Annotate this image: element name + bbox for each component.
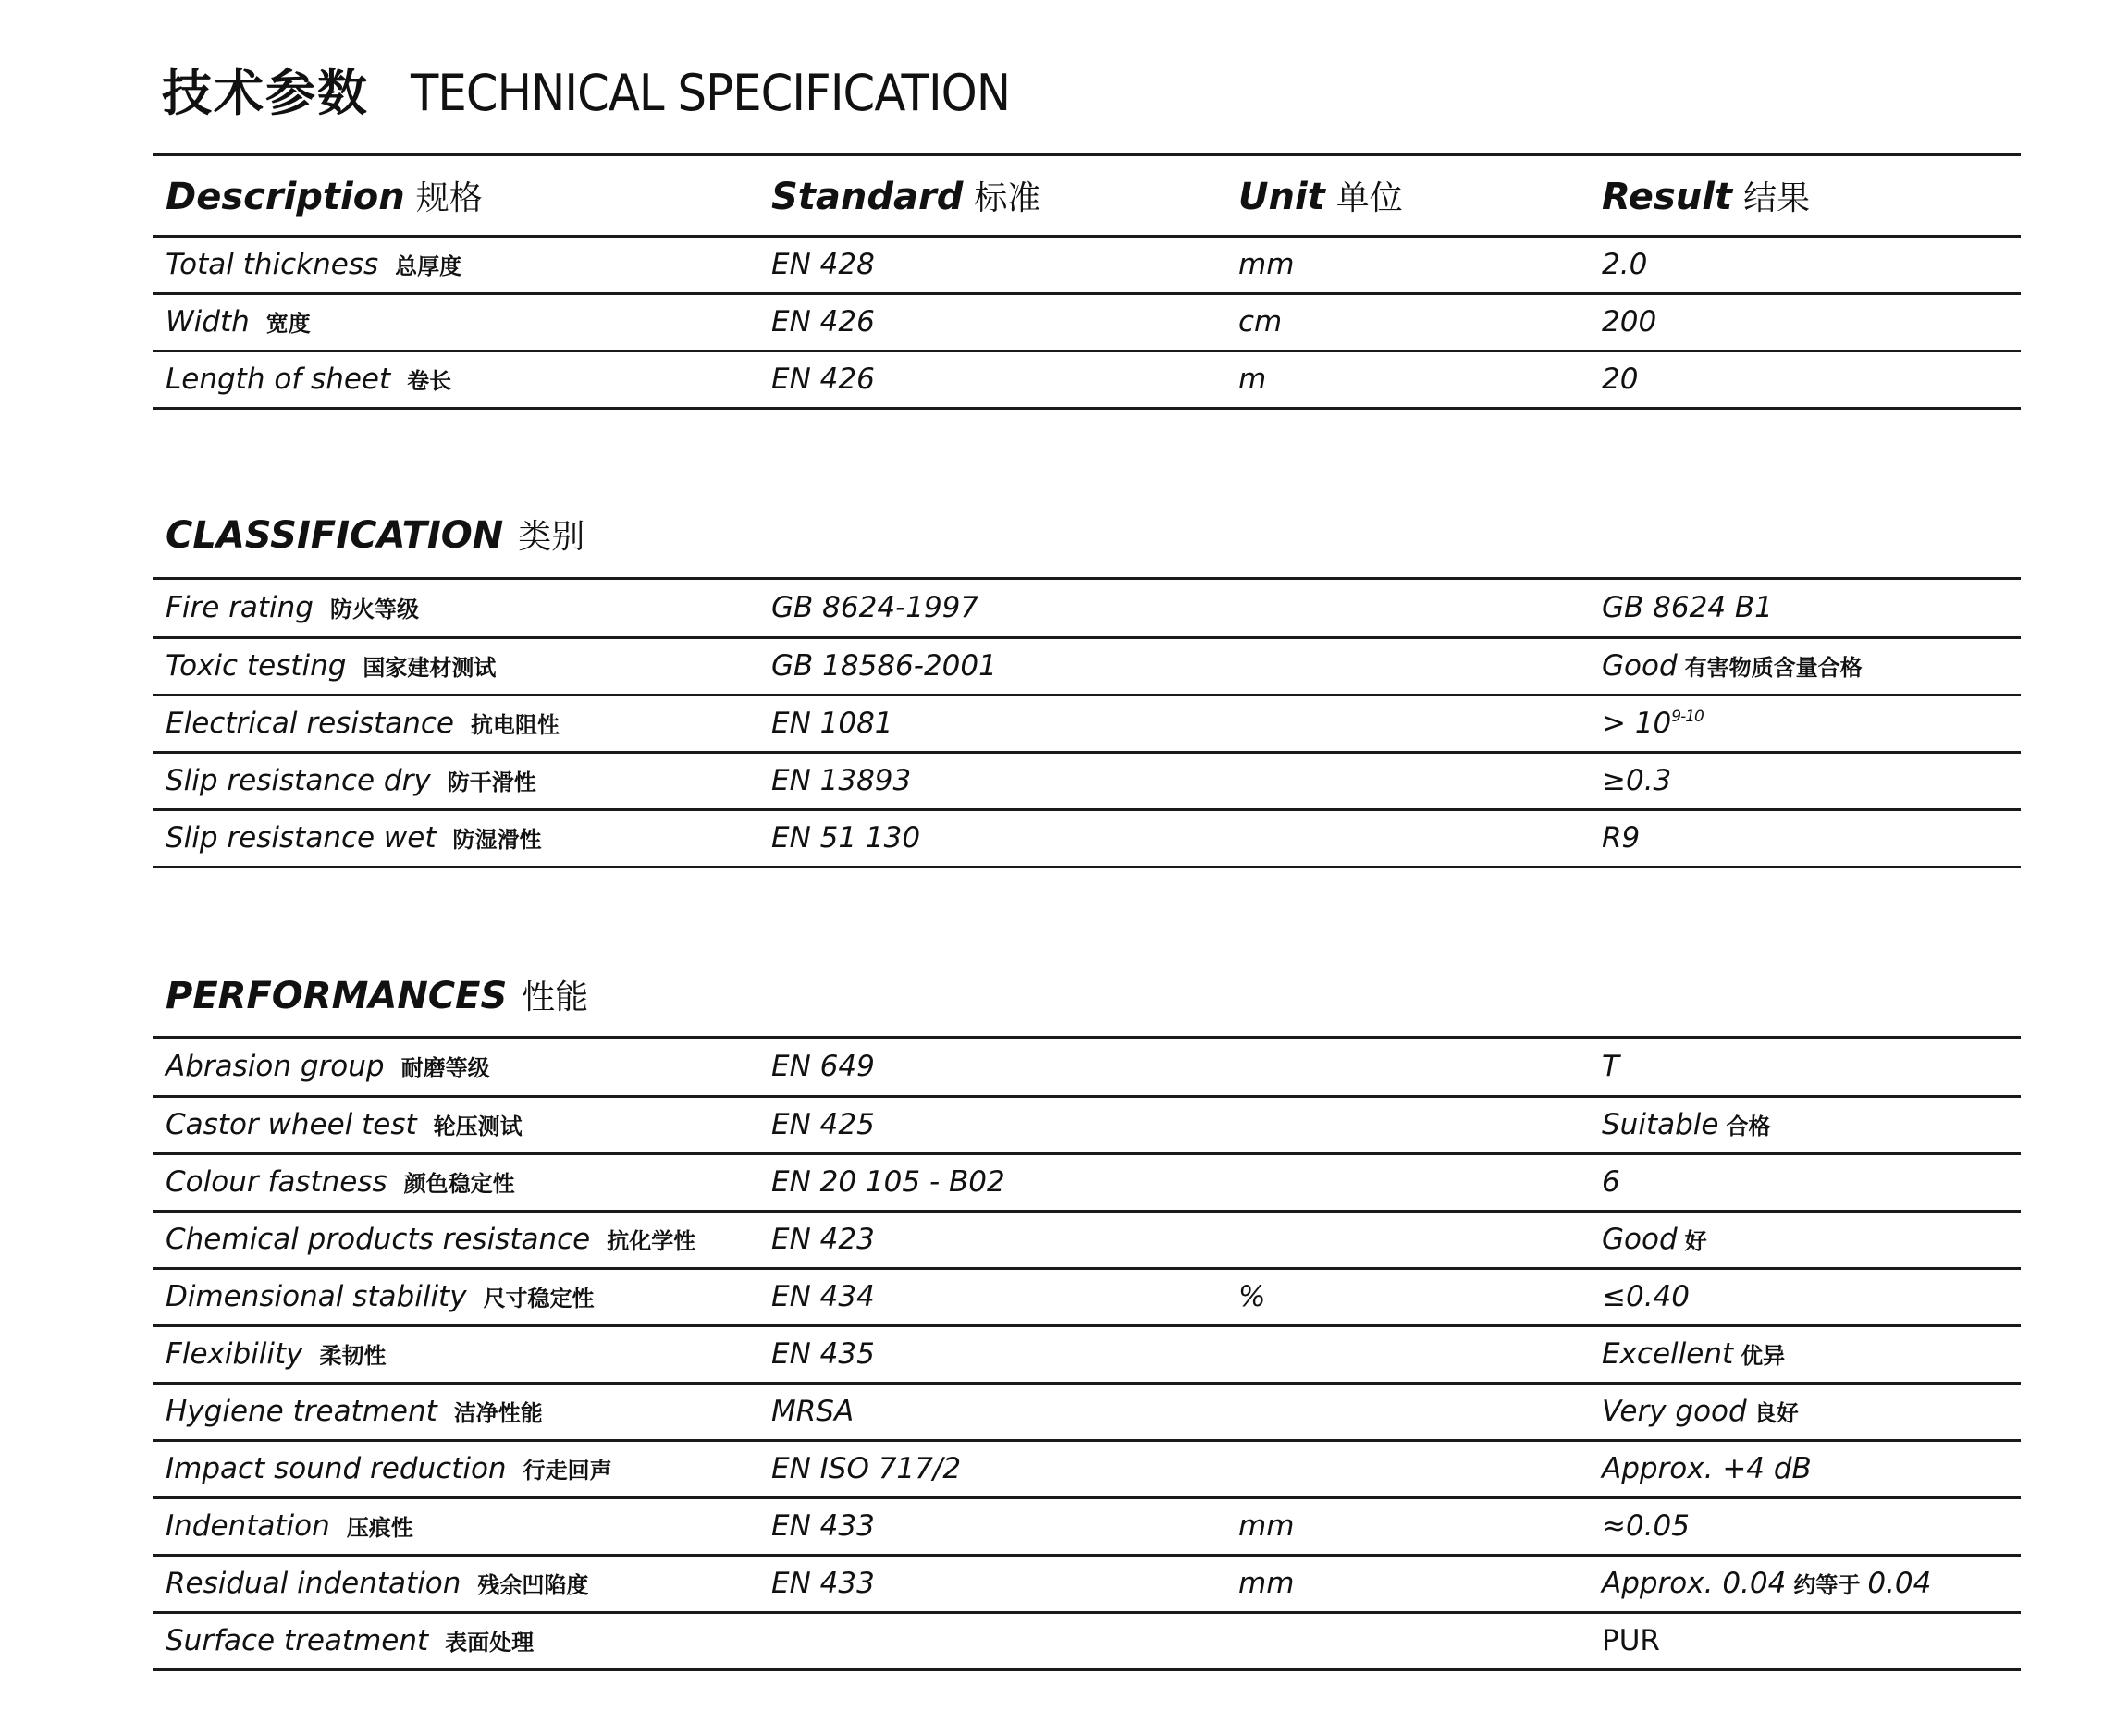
description-cn: 耐磨等级 [400, 1055, 490, 1082]
description-en: Dimensional stability [166, 1280, 467, 1313]
description-en: Castor wheel test [166, 1108, 417, 1141]
standard-cell: EN ISO 717/2 [758, 1440, 1225, 1497]
unit-cell: mm [1225, 1555, 1589, 1612]
result-cell [1589, 809, 2021, 867]
standard-cell: EN 423 [758, 1211, 1225, 1268]
description-cell [153, 1440, 758, 1497]
result-value: 20 [1602, 363, 1639, 396]
result-value: > 10 [1602, 707, 1672, 740]
table-row [153, 351, 2021, 408]
description-cn: 压痕性 [346, 1515, 413, 1541]
result-cell [1589, 1497, 2021, 1555]
table-row [153, 236, 2021, 293]
result-value: GB 8624 B1 [1602, 591, 1773, 625]
header-unit: Unit 单位 [1225, 154, 1589, 236]
description-cell [153, 1555, 758, 1612]
unit-cell [1225, 1039, 1589, 1096]
table-row [153, 637, 2021, 695]
result-value: Good [1602, 649, 1678, 683]
description-cell [153, 580, 758, 637]
result-cell [1589, 1153, 2021, 1211]
unit-cell [1225, 580, 1589, 637]
standard-cell: EN 426 [758, 351, 1225, 408]
result-value: ≤0.40 [1602, 1280, 1690, 1313]
table-row [153, 1153, 2021, 1211]
result-value: ≈0.05 [1602, 1509, 1690, 1543]
standard-cell: EN 20 105 - B02 [758, 1153, 1225, 1211]
result-cell [1589, 293, 2021, 351]
result-cn: 好 [1684, 1228, 1707, 1254]
result-cn: 有害物质含量合格 [1684, 655, 1863, 681]
description-cn: 洁净性能 [453, 1400, 543, 1426]
result-value: 200 [1602, 305, 1657, 339]
result-cell [1589, 1096, 2021, 1153]
table-row [153, 695, 2021, 752]
unit-cell [1225, 809, 1589, 867]
result-cell [1589, 1440, 2021, 1497]
description-cell [153, 809, 758, 867]
unit-cell [1225, 1325, 1589, 1383]
description-cell [153, 1325, 758, 1383]
standard-cell [758, 1612, 1225, 1669]
description-cn: 抗电阻性 [470, 712, 560, 738]
description-en: Electrical resistance [166, 707, 454, 740]
unit-cell [1225, 1440, 1589, 1497]
result-cell [1589, 1211, 2021, 1268]
standard-cell: EN 435 [758, 1325, 1225, 1383]
unit-cell: mm [1225, 236, 1589, 293]
header-standard: Standard 标准 [758, 154, 1225, 236]
result-cell [1589, 695, 2021, 752]
performances-table [153, 1039, 2021, 1671]
description-cn: 轮压测试 [433, 1114, 523, 1139]
description-en: Colour fastness [166, 1165, 387, 1199]
description-cell [153, 752, 758, 809]
result-value: Good [1602, 1223, 1678, 1256]
description-cell [153, 695, 758, 752]
description-cn: 总厚度 [395, 253, 462, 279]
description-en: Slip resistance wet [166, 821, 437, 855]
result-value: Approx. +4 dB [1602, 1452, 1812, 1485]
result-cell [1589, 580, 2021, 637]
classification-heading: CLASSIFICATION 类别 [166, 514, 585, 557]
table-row [153, 293, 2021, 351]
result-cell [1589, 1325, 2021, 1383]
description-cn: 柔韧性 [319, 1343, 387, 1369]
unit-cell [1225, 1383, 1589, 1440]
description-en: Chemical products resistance [166, 1223, 591, 1256]
header-description: Description 规格 [153, 154, 758, 236]
description-cell [153, 236, 758, 293]
description-cn: 宽度 [265, 311, 311, 337]
description-en: Hygiene treatment [166, 1395, 437, 1428]
description-cell [153, 351, 758, 408]
description-cn: 国家建材测试 [363, 655, 497, 681]
result-cell [1589, 351, 2021, 408]
table-row [153, 1039, 2021, 1096]
description-en: Total thickness [166, 248, 379, 281]
description-cn: 颜色稳定性 [403, 1171, 515, 1197]
description-cell [153, 1039, 758, 1096]
result-value: Approx. 0.04 [1602, 1567, 1787, 1600]
description-cn: 卷长 [407, 368, 452, 394]
result-exponent: 9-10 [1671, 708, 1704, 726]
table-row [153, 1555, 2021, 1612]
description-cell [153, 637, 758, 695]
page-title-en: TECHNICAL SPECIFICATION [411, 64, 1011, 122]
description-cell [153, 293, 758, 351]
description-cn: 防湿滑性 [452, 827, 542, 853]
table-row [153, 1211, 2021, 1268]
description-en: Flexibility [166, 1337, 303, 1371]
description-en: Length of sheet [166, 363, 391, 396]
result-cell [1589, 1268, 2021, 1325]
result-cell [1589, 752, 2021, 809]
standard-cell: GB 18586-2001 [758, 637, 1225, 695]
unit-cell [1225, 1153, 1589, 1211]
standard-cell: EN 13893 [758, 752, 1225, 809]
description-en: Width [166, 305, 250, 339]
standard-cell: EN 51 130 [758, 809, 1225, 867]
standard-cell: MRSA [758, 1383, 1225, 1440]
result-value: R9 [1602, 821, 1641, 855]
unit-cell [1225, 752, 1589, 809]
standard-cell: EN 426 [758, 293, 1225, 351]
table-row [153, 1497, 2021, 1555]
standard-cell: EN 649 [758, 1039, 1225, 1096]
description-cell [153, 1497, 758, 1555]
unit-cell [1225, 695, 1589, 752]
result-value: T [1602, 1050, 1619, 1084]
standard-cell: EN 1081 [758, 695, 1225, 752]
description-cn: 残余凹陷度 [477, 1572, 589, 1598]
description-cell [153, 1153, 758, 1211]
description-cell [153, 1612, 758, 1669]
description-cn: 防干滑性 [447, 770, 536, 795]
header-result: Result 结果 [1589, 154, 2021, 236]
result-value: Very good [1602, 1395, 1747, 1428]
description-en: Surface treatment [166, 1624, 429, 1657]
result-value: 2.0 [1602, 248, 1648, 281]
classification-table [153, 580, 2021, 868]
description-cn: 抗化学性 [607, 1228, 696, 1254]
table-row [153, 1325, 2021, 1383]
result-value: 6 [1602, 1165, 1620, 1199]
table-row [153, 752, 2021, 809]
standard-cell: EN 433 [758, 1555, 1225, 1612]
description-en: Indentation [166, 1509, 330, 1543]
result-cn: 良好 [1753, 1400, 1799, 1426]
page-title-cn: 技术参数 [162, 64, 369, 122]
result-cell [1589, 1383, 2021, 1440]
table-row [153, 1612, 2021, 1669]
standard-cell: EN 425 [758, 1096, 1225, 1153]
unit-cell: mm [1225, 1497, 1589, 1555]
unit-cell [1225, 637, 1589, 695]
description-en: Residual indentation [166, 1567, 461, 1600]
standard-cell: EN 434 [758, 1268, 1225, 1325]
description-en: Slip resistance dry [166, 764, 431, 797]
result-cn: 优异 [1741, 1343, 1786, 1369]
description-en: Fire rating [166, 591, 314, 625]
result-value: ≥0.3 [1602, 764, 1672, 797]
standard-cell: GB 8624-1997 [758, 580, 1225, 637]
page-title [162, 54, 1062, 137]
result-cn: 约等于 [1793, 1572, 1861, 1598]
table-row [153, 809, 2021, 867]
description-cell [153, 1096, 758, 1153]
result-value-after: 0.04 [1867, 1567, 1932, 1600]
description-en: Toxic testing [166, 649, 347, 683]
result-value: Suitable [1602, 1108, 1719, 1141]
table-row [153, 580, 2021, 637]
description-cell [153, 1383, 758, 1440]
description-cell [153, 1268, 758, 1325]
unit-cell: cm [1225, 293, 1589, 351]
table-header-row [153, 154, 2021, 236]
table-row [153, 1096, 2021, 1153]
result-cell [1589, 236, 2021, 293]
description-cell [153, 1211, 758, 1268]
description-en: Abrasion group [166, 1050, 385, 1084]
result-cell [1589, 1555, 2021, 1612]
table-row [153, 1440, 2021, 1497]
general-spec-table [153, 153, 2021, 410]
description-cn: 行走回声 [523, 1458, 612, 1484]
description-cn: 防火等级 [329, 597, 419, 623]
result-value: Excellent [1602, 1337, 1734, 1371]
unit-cell [1225, 1096, 1589, 1153]
unit-cell: m [1225, 351, 1589, 408]
table-row [153, 1268, 2021, 1325]
description-cn: 尺寸稳定性 [483, 1286, 595, 1311]
result-cell [1589, 637, 2021, 695]
unit-cell [1225, 1211, 1589, 1268]
unit-cell: % [1225, 1268, 1589, 1325]
result-cell [1589, 1039, 2021, 1096]
standard-cell: EN 433 [758, 1497, 1225, 1555]
unit-cell [1225, 1612, 1589, 1669]
result-cn: 合格 [1726, 1114, 1771, 1139]
performances-heading: PERFORMANCES 性能 [166, 975, 589, 1017]
description-cn: 表面处理 [445, 1630, 535, 1656]
result-value: PUR [1602, 1624, 1660, 1657]
result-cell [1589, 1612, 2021, 1669]
table-row [153, 1383, 2021, 1440]
description-en: Impact sound reduction [166, 1452, 507, 1485]
standard-cell: EN 428 [758, 236, 1225, 293]
